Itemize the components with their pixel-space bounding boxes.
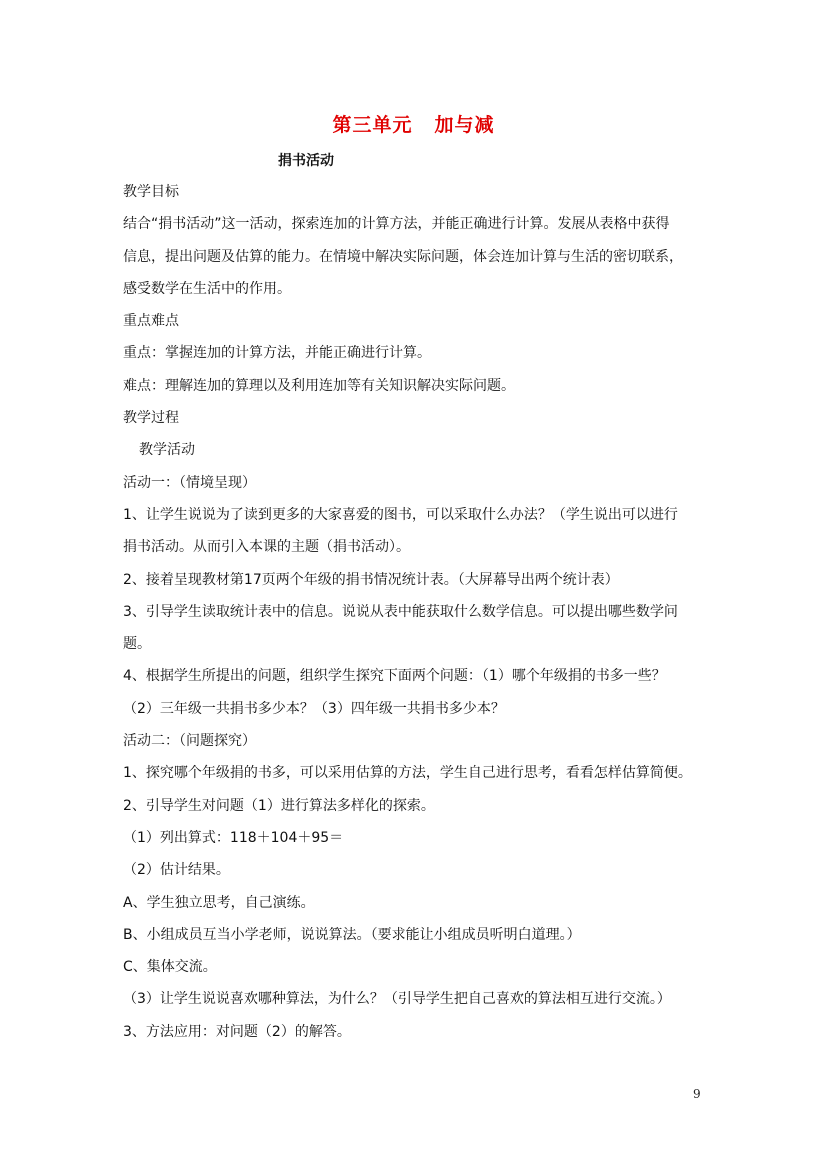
paragraph-line: 难点：理解连加的算理以及利用连加等有关知识解决实际问题。 [123,377,515,394]
paragraph-line: 结合“捐书活动”这一活动，探索连加的计算方法，并能正确进行计算。发展从表格中获得 [123,216,670,233]
paragraph-line: 题。 [123,636,151,653]
section-heading-process: 教学过程 [123,410,179,427]
paragraph-line: （2）三年级一共捐书多少本？（3）四年级一共捐书多少本？ [123,700,505,717]
page-number: 9 [693,1087,701,1101]
paragraph-line: 3、引导学生读取统计表中的信息。说说从表中能获取什么数学信息。可以提出哪些数学问 [123,603,678,620]
lesson-subtitle: 捐书活动 [278,153,334,169]
section-heading-key-points: 重点难点 [123,313,179,330]
paragraph-line: C、集体交流。 [123,959,217,976]
section-heading-objectives: 教学目标 [123,184,179,200]
paragraph-line: （3）让学生说说喜欢哪种算法，为什么？（引导学生把自己喜欢的算法相互进行交流。） [123,991,671,1008]
paragraph-line: A、学生独立思考，自己演练。 [123,894,315,911]
paragraph-line: 2、接着呈现教材第17页两个年级的捐书情况统计表。（大屏幕导出两个统计表） [123,571,619,588]
paragraph-line: 信息，提出问题及估算的能力。在情境中解决实际问题，体会连加计算与生活的密切联系， [123,248,683,265]
paragraph-line: （1）列出算式：118＋104＋95＝ [123,829,344,846]
unit-title [0,110,827,137]
unit-title-part2: 加与减 [434,114,495,136]
paragraph-line: 4、根据学生所提出的问题，组织学生探究下面两个问题：（1）哪个年级捐的书多一些？ [123,668,666,685]
paragraph-line: 重点：掌握连加的计算方法，并能正确进行计算。 [123,345,431,362]
paragraph-line: 2、引导学生对问题（1）进行算法多样化的探索。 [123,797,435,814]
paragraph-line: （2）估计结果。 [123,862,230,879]
paragraph-line: 3、方法应用：对问题（2）的解答。 [123,1023,351,1040]
paragraph-line: 1、探究哪个年级捐的书多，可以采用估算的方法，学生自己进行思考，看看怎样估算简便。 [123,765,692,782]
paragraph-line: 感受数学在生活中的作用。 [123,280,291,297]
paragraph-line: 1、让学生说说为了读到更多的大家喜爱的图书，可以采取什么办法？（学生说出可以进行 [123,506,678,523]
activity-heading: 活动二：（问题探究） [123,733,256,750]
paragraph-line: 捐书活动。从而引入本课的主题（捐书活动）。 [123,539,410,556]
lesson-body [123,176,708,1048]
unit-title-part1: 第三单元 [332,114,413,136]
paragraph-line: B、小组成员互当小学老师，说说算法。（要求能让小组成员听明白道理。） [123,926,581,943]
section-heading-activities: 教学活动 [139,442,195,459]
activity-heading: 活动一：（情境呈现） [123,474,256,491]
